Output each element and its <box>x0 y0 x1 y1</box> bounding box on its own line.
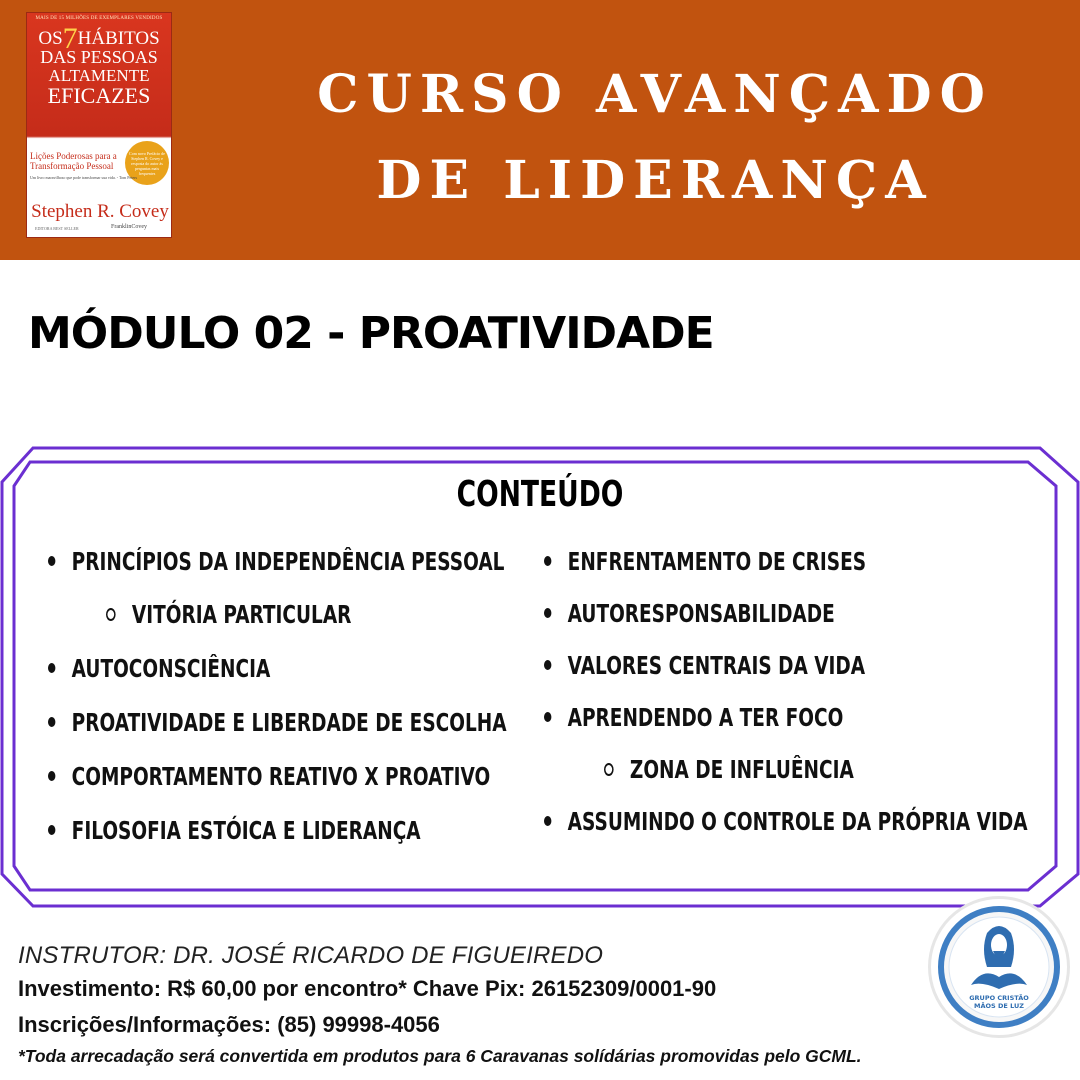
course-title-line2: DE LIDERANÇA <box>376 150 934 211</box>
svg-text:GRUPO CRISTÃO: GRUPO CRISTÃO <box>969 994 1029 1002</box>
book-title-line4: EFICAZES <box>47 83 151 108</box>
hollow-bullet-icon <box>604 763 614 776</box>
book-title-line2: DAS PESSOAS <box>40 47 158 67</box>
book-title-suffix: HÁBITOS <box>77 28 160 49</box>
investment-text: Investimento: R$ 60,00 por encontro* Chave Pix: 26152309/0001-90 <box>18 976 717 1001</box>
group-logo <box>928 896 1070 1038</box>
bullet-icon <box>544 608 551 618</box>
list-item: APRENDENDO A TER FOCO <box>544 703 843 732</box>
bullet-icon <box>544 556 551 566</box>
bullet-icon <box>544 816 551 826</box>
list-item: PRINCÍPIOS DA INDEPENDÊNCIA PESSOAL <box>48 547 504 576</box>
book-title-line1 <box>27 22 171 55</box>
list-item: ENFRENTAMENTO DE CRISES <box>544 547 866 576</box>
bullet-icon <box>48 556 55 566</box>
registration-text: Inscrições/Informações: (85) 99998-4056 <box>18 1012 440 1037</box>
jesus-logo-icon <box>937 905 1061 1029</box>
course-title-line1: CURSO AVANÇADO <box>317 64 993 125</box>
module-title: MÓDULO 02 - PROATIVIDADE <box>28 308 714 359</box>
book-seal: Com novo Prefácio de Stephen R. Covey e resposta do autor às perguntas mais frequentes <box>125 141 169 185</box>
list-item: AUTORESPONSABILIDADE <box>544 599 835 628</box>
bullet-icon <box>48 663 55 673</box>
list-item: VALORES CENTRAIS DA VIDA <box>544 651 865 680</box>
list-item: PROATIVIDADE E LIBERDADE DE ESCOLHA <box>48 708 507 737</box>
list-item: COMPORTAMENTO REATIVO X PROATIVO <box>48 762 490 791</box>
book-title-number: 7 <box>62 22 78 55</box>
book-author: Stephen R. Covey <box>31 201 169 222</box>
bullet-icon <box>544 712 551 722</box>
list-item: FILOSOFIA ESTÓICA E LIDERANÇA <box>48 816 421 845</box>
book-cover-image <box>26 12 172 238</box>
instructor-text: INSTRUTOR: DR. JOSÉ RICARDO DE FIGUEIREDO <box>18 942 604 969</box>
bullet-icon <box>544 660 551 670</box>
footnote-text: *Toda arrecadação será convertida em produtos para 6 Caravanas solídárias promovidas pelo GCML. <box>18 1046 862 1066</box>
book-publisher-2: FranklinCovey <box>111 224 147 230</box>
book-publisher: EDITORA BEST SELLER <box>35 226 79 231</box>
book-subtitle: Lições Poderosas para a Transformação Pessoal <box>30 151 117 171</box>
list-item: ASSUMINDO O CONTROLE DA PRÓPRIA VIDA <box>544 807 1028 836</box>
hollow-bullet-icon <box>106 608 116 621</box>
bullet-icon <box>48 717 55 727</box>
list-subitem: VITÓRIA PARTICULAR <box>106 600 351 629</box>
book-top-line: MAIS DE 15 MILHÕES DE EXEMPLARES VENDIDOS <box>35 16 163 21</box>
book-title-prefix: OS <box>38 28 63 49</box>
course-title <box>230 52 1080 224</box>
bullet-icon <box>48 771 55 781</box>
content-title: CONTEÚDO <box>456 474 624 515</box>
list-subitem: ZONA DE INFLUÊNCIA <box>604 755 854 784</box>
bullet-icon <box>48 825 55 835</box>
book-quote: Um livro maravilhoso que pode transformar sua vida. - Tom Peters <box>30 175 138 180</box>
book-title-line3: ALTAMENTE <box>48 66 150 85</box>
list-item: AUTOCONSCIÊNCIA <box>48 654 270 683</box>
svg-text:MÃOS DE LUZ: MÃOS DE LUZ <box>974 1002 1024 1010</box>
